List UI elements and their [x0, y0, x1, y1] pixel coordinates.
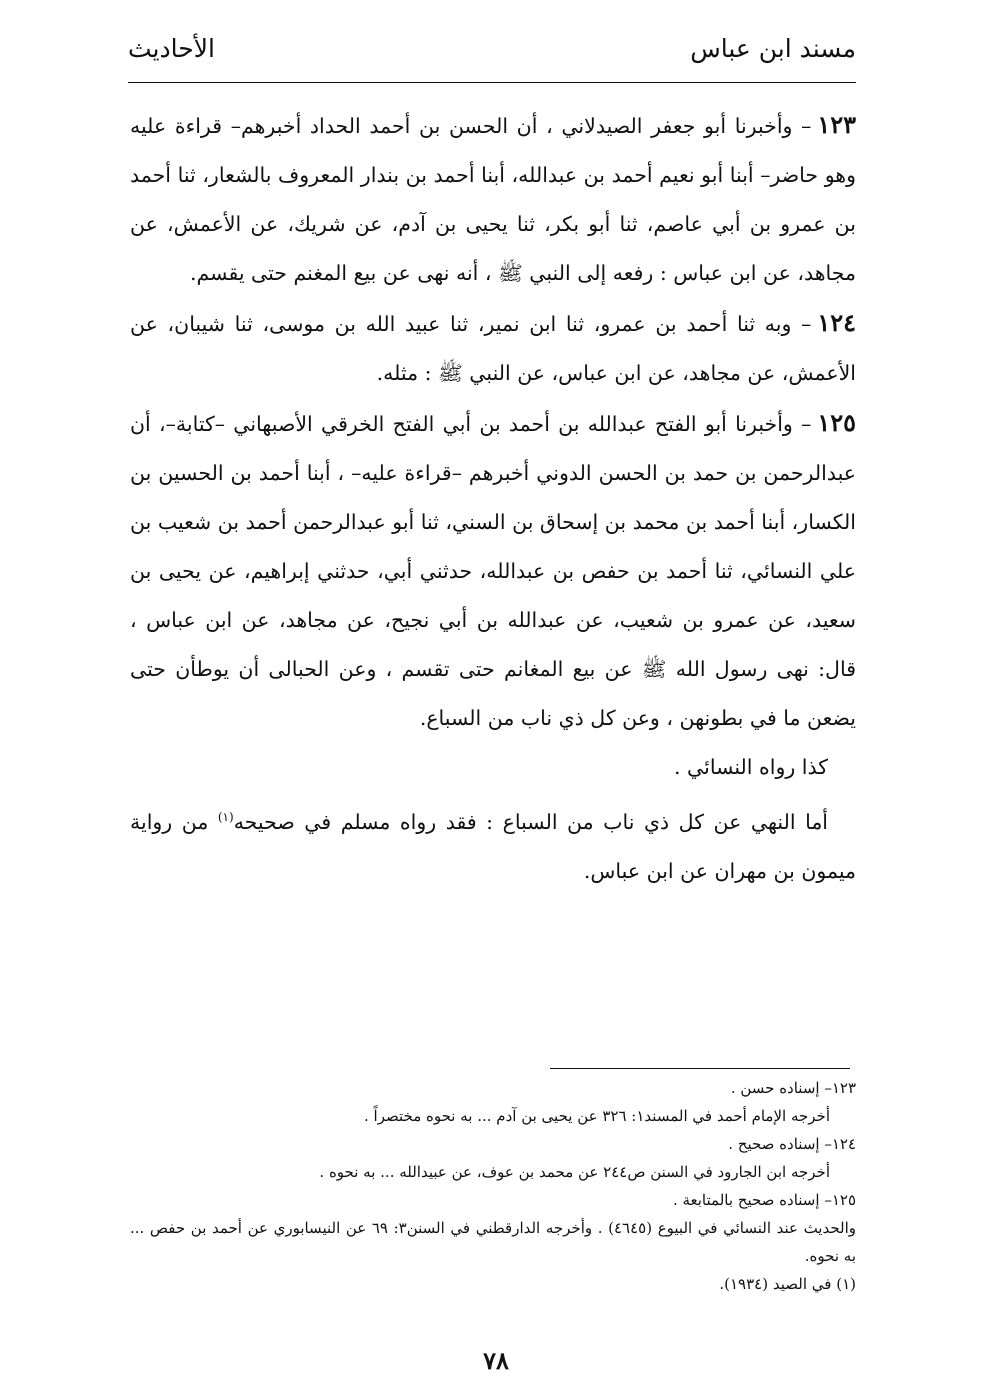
hadith-number: ١٢٥ — [817, 408, 856, 437]
main-text — [130, 100, 856, 896]
footnote-title — [130, 1186, 856, 1214]
footnote-grade: – إسناده صحيح . — [728, 1135, 832, 1153]
hadith-text: – وأخبرنا أبو جعفر الصيدلاني ، أن الحسن بن أحمد الحداد أخبرهم– قراءة عليه وهو حاضر– أبنا أبو نعيم أحمد بن عبدالله، أبنا أحمد بن بندار المعروف بالشعار، ثنا أحمد بن عمرو بن أبي عاصم، ثنا أبو بكر، ثنا يحيى بن آدم، عن شريك، عن الأعمش، عن مجاهد، عن ابن عباس : رفعه إلى النبي ﷺ ، أنه نهى عن بيع المغنم حتى يقسم. — [130, 114, 856, 285]
nasai-note: كذا رواه النسائي . — [674, 755, 828, 779]
footnote-marker: (١) — [836, 1275, 856, 1293]
footnote-number: ١٢٤ — [831, 1135, 856, 1153]
footnote-marker: (١) — [217, 810, 234, 825]
commentary-paragraph — [130, 798, 856, 896]
footnote-detail: أخرجه الإمام أحمد في المسند١: ٣٢٦ عن يحيى بن آدم ... به نحوه مختصراً . — [364, 1107, 830, 1125]
footnote-grade: – إسناده صحيح بالمتابعة . — [672, 1191, 832, 1209]
commentary-text: أما النهي عن كل ذي ناب من السباع : فقد رواه مسلم في صحيحه — [233, 810, 828, 834]
footnotes — [130, 1074, 856, 1298]
hadith-123 — [130, 100, 856, 298]
footnote-number: ١٢٣ — [831, 1079, 856, 1097]
header-book-title: مسند ابن عباس — [690, 34, 856, 63]
header-section-title: الأحاديث — [128, 34, 215, 63]
hadith-124 — [130, 298, 856, 398]
hadith-125 — [130, 398, 856, 743]
footnote-detail: أخرجه ابن الجارود في السنن ص٢٤٤ عن محمد بن عوف، عن عبيدالله ... به نحوه . — [319, 1163, 830, 1181]
footnote-number: ١٢٥ — [831, 1191, 856, 1209]
page-number: ٧٨ — [483, 1346, 509, 1375]
hadith-text: – وبه ثنا أحمد بن عمرو، ثنا ابن نمير، ثنا عبيد الله بن موسى، ثنا شيبان، عن الأعمش، عن مجاهد، عن ابن عباس، عن النبي ﷺ : مثله. — [130, 312, 856, 385]
reference-footnote — [130, 1270, 856, 1298]
header-divider — [128, 82, 856, 83]
footnote-grade: – إسناده حسن . — [730, 1079, 832, 1097]
hadith-text: – وأخبرنا أبو الفتح عبدالله بن أحمد بن أبي الفتح الخرقي الأصبهاني –كتابة–، أن عبدالرحمن بن حمد بن الحسن الدوني أخبرهم –قراءة عليه– ، أبنا أحمد بن الحسين بن الكسار، أبنا أحمد بن محمد بن إسحاق بن السني، ثنا أبو عبدالرحمن أحمد بن شعيب بن علي النسائي، ثنا أحمد بن حفص بن عبدالله، حدثني أبي، حدثني إبراهيم، عن يحيى بن سعيد، عن عمرو بن شعيب، عن عبدالله بن أبي نجيح، عن مجاهد، عن ابن عباس ، قال: نهى رسول الله ﷺ عن بيع المغانم حتى تقسم ، وعن الحبالى أن يوطأن حتى يضعن ما في بطونهن ، وعن كل ذي ناب من السباع. — [130, 412, 856, 730]
footnote-title — [130, 1130, 856, 1158]
running-header — [128, 28, 856, 76]
footnote-divider — [550, 1068, 850, 1069]
footnote-title — [130, 1074, 856, 1102]
footnote-text: في الصيد (١٩٣٤). — [719, 1275, 837, 1293]
hadith-number: ١٢٣ — [817, 110, 856, 139]
hadith-number: ١٢٤ — [817, 308, 856, 337]
footnote-detail: والحديث عند النسائي في البيوع (٤٦٤٥) . وأخرجه الدارقطني في السنن٣: ٦٩ عن النيسابوري عن أحمد بن حفص ... به نحوه. — [130, 1219, 857, 1265]
commentary-text-end: من رواية ميمون بن مهران عن ابن عباس. — [130, 810, 856, 883]
